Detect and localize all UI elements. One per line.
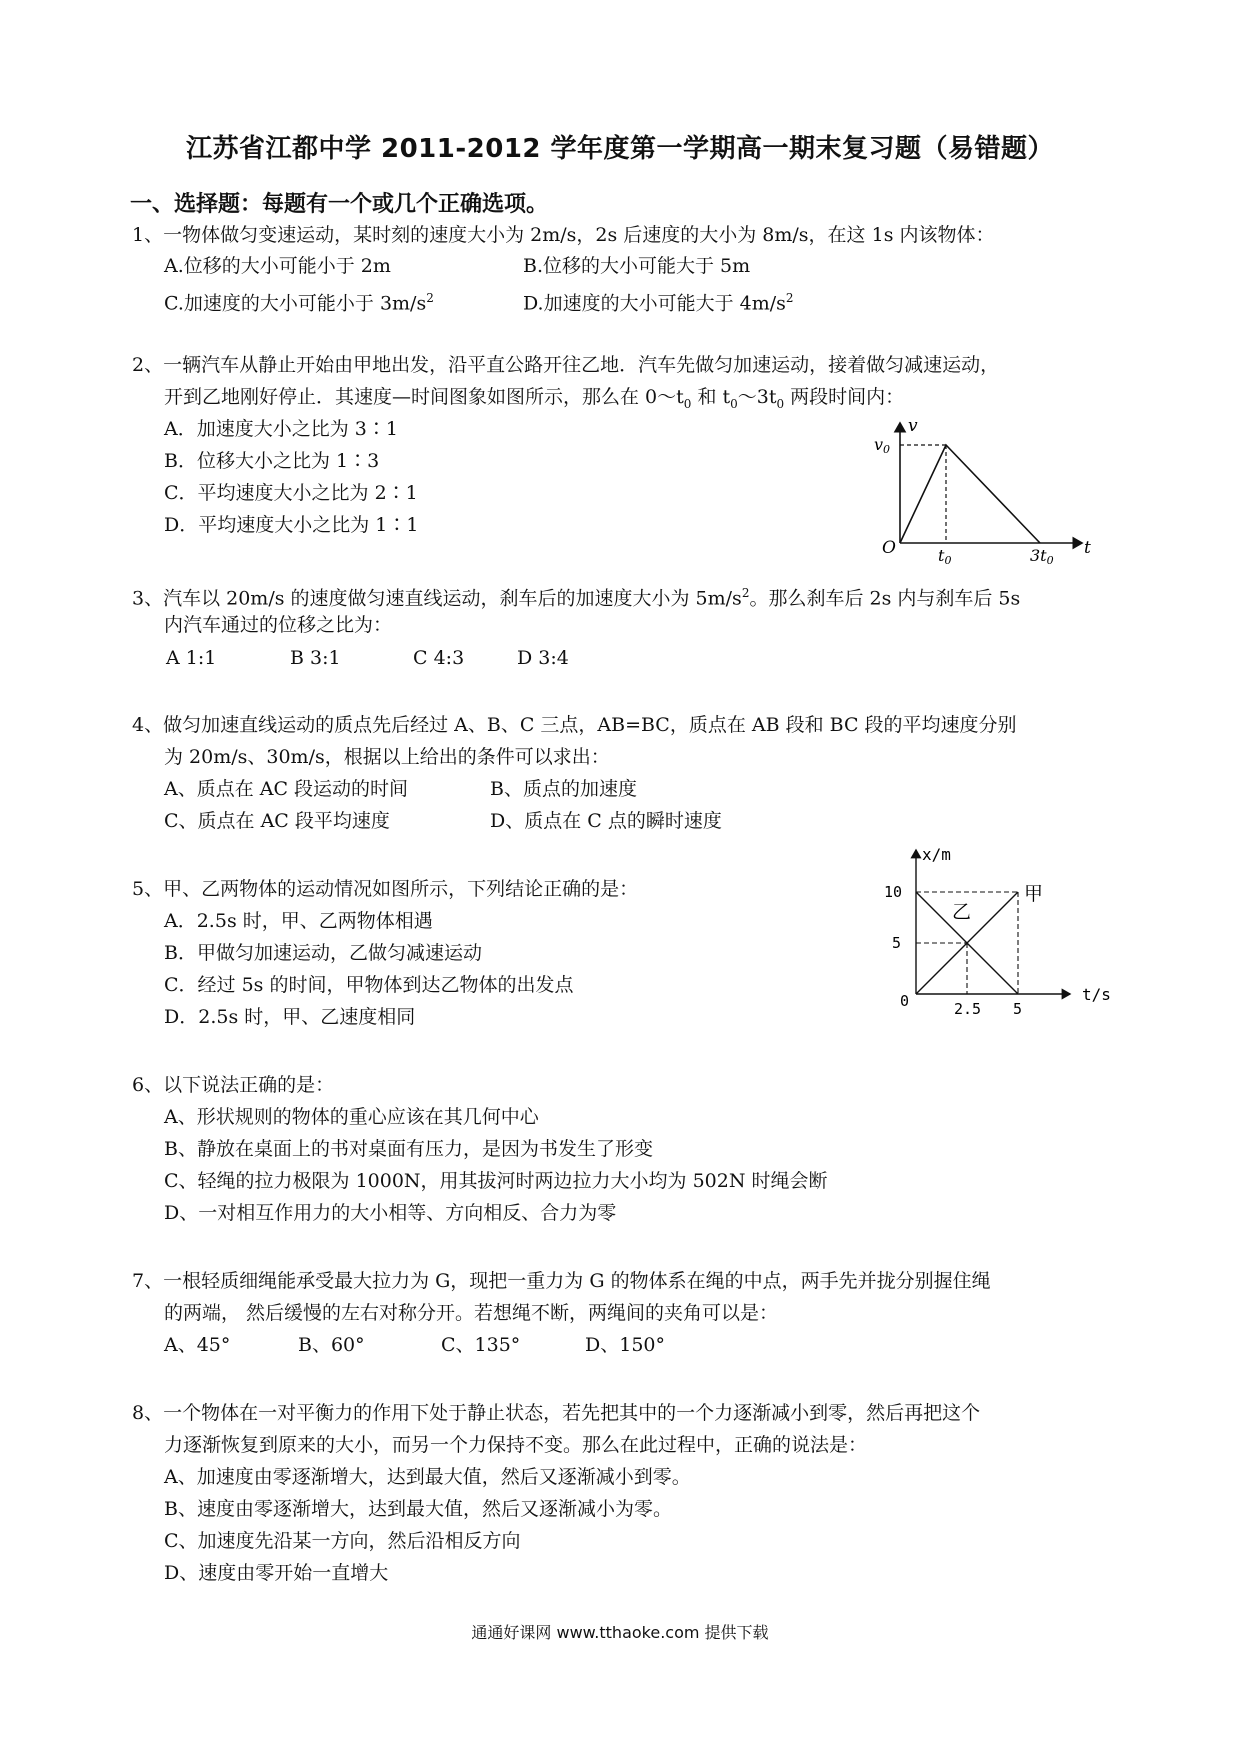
q8-option-a: A、加速度由零逐渐增大，达到最大值，然后又逐渐减小到零。 — [164, 1466, 691, 1488]
q2-graph-v0-label — [874, 435, 890, 456]
q1-option-c: C.加速度的大小可能小于 $3m/s^2$ — [164, 291, 434, 315]
q7-option-c: C、135° — [441, 1334, 521, 1356]
q2-graph-t0-sub: 0 — [944, 554, 952, 565]
q1-option-d: D.加速度的大小可能大于 $4m/s^2$ — [523, 291, 794, 315]
q6-option-b: B、静放在桌面上的书对桌面有压力，是因为书发生了形变 — [164, 1138, 653, 1160]
q4-option-c: C、质点在 AC 段平均速度 — [164, 810, 390, 832]
q5-option-a: A．2.5s 时，甲、乙两物体相遇 — [164, 910, 433, 932]
q2-stem-line1: 2、一辆汽车从静止开始由甲地出发，沿平直公路开往乙地．汽车先做匀加速运动，接着做匀减速运动， — [132, 354, 1000, 376]
q2-velocity-time-graph — [870, 415, 1100, 565]
q1-stem: 1、一物体做匀变速运动，某时刻的速度大小为 2m/s，2s 后速度的大小为 8m/s，在这 1s 内该物体： — [132, 224, 995, 246]
q4-option-a: A、质点在 AC 段运动的时间 — [164, 778, 409, 800]
q3-option-c: C 4:3 — [413, 647, 465, 669]
q2-graph-v0-main: v — [874, 435, 884, 454]
q3-stem-part1: 3、汽车以 20m/s 的速度做匀速直线运动，刹车后的加速度大小为 5m/s — [132, 587, 742, 610]
q2-stem-part-b: 和 t — [691, 386, 731, 408]
q8-option-d: D、速度由零开始一直增大 — [164, 1562, 389, 1584]
section-title: 一、选择题：每题有一个或几个正确选项。 — [130, 192, 549, 217]
q2-graph-t0-label — [938, 546, 951, 565]
page-title: 江苏省江都中学 2011-2012 学年度第一学期高一期末复习题（易错题） — [185, 134, 1055, 164]
q7-stem-line2: 的两端， 然后缓慢的左右对称分开。若想绳不断，两绳间的夹角可以是： — [164, 1302, 779, 1324]
q5-graph-x-tick-5: 5 — [1013, 1000, 1023, 1018]
q5-option-c: C．经过 5s 的时间，甲物体到达乙物体的出发点 — [164, 974, 574, 996]
q5-graph-x-tick-2-5: 2.5 — [954, 1000, 982, 1018]
q2-stem-part-a: 开到乙地刚好停止．其速度—时间图象如图所示，那么在 0～t — [164, 386, 684, 408]
q7-option-b: B、60° — [298, 1334, 365, 1356]
q3-option-d: D 3:4 — [517, 647, 569, 669]
q4-option-b: B、质点的加速度 — [490, 778, 637, 800]
q5-graph-y-tick-0: 0 — [900, 992, 910, 1010]
q2-stem-part-d: 两段时间内： — [784, 386, 905, 408]
q1-option-a: A.位移的大小可能小于 2m — [164, 255, 391, 277]
q4-stem-line2: 为 20m/s、30m/s，根据以上给出的条件可以求出： — [164, 746, 610, 768]
q5-option-d: D．2.5s 时，甲、乙速度相同 — [164, 1006, 416, 1028]
q2-graph-velocity-line — [900, 445, 1040, 543]
q5-graph-label-jia: 甲 — [1024, 883, 1044, 905]
q2-option-a: A．加速度大小之比为 3∶1 — [164, 418, 398, 440]
q5-graph-y-tick-10: 10 — [884, 883, 903, 901]
q6-option-d: D、一对相互作用力的大小相等、方向相反、合力为零 — [164, 1202, 617, 1224]
q5-graph-y-tick-5: 5 — [892, 934, 902, 952]
q5-option-b: B．甲做匀加速运动，乙做匀减速运动 — [164, 942, 482, 964]
q3-stem-line2: 内汽车通过的位移之比为： — [164, 614, 393, 636]
page-footer: 通通好课网 www.tthaoke.com 提供下载 — [471, 1623, 769, 1642]
q3-option-b: B 3:1 — [290, 647, 341, 669]
q5-graph-y-label: x/m — [922, 845, 951, 864]
q2-option-d: D．平均速度大小之比为 1∶1 — [164, 514, 419, 536]
q2-graph-3t0-main: 3t — [1030, 546, 1047, 565]
q8-option-c: C、加速度先沿某一方向，然后沿相反方向 — [164, 1530, 521, 1552]
q5-stem: 5、甲、乙两物体的运动情况如图所示，下列结论正确的是： — [132, 878, 639, 900]
q8-stem-line1: 8、一个物体在一对平衡力的作用下处于静止状态，若先把其中的一个力逐渐减小到零，然后再把这个 — [132, 1402, 981, 1424]
q2-graph-3t0-sub: 0 — [1046, 554, 1054, 565]
q5-graph-label-yi: 乙 — [952, 901, 972, 923]
q8-stem-line2: 力逐渐恢复到原来的大小，而另一个力保持不变。那么在此过程中，正确的说法是： — [164, 1434, 868, 1456]
q7-option-d: D、150° — [585, 1334, 665, 1356]
q8-option-b: B、速度由零逐渐增大，达到最大值，然后又逐渐减小为零。 — [164, 1498, 672, 1520]
q1-option-b: B.位移的大小可能大于 5m — [523, 255, 751, 277]
q2-graph-3t0-label — [1030, 546, 1054, 565]
q4-stem-line1: 4、做匀加速直线运动的质点先后经过 A、B、C 三点，AB=BC，质点在 AB 段和 BC 段的平均速度分别 — [132, 714, 1017, 736]
q2-option-b: B．位移大小之比为 1∶3 — [164, 450, 380, 472]
q6-stem: 6、以下说法正确的是： — [132, 1074, 335, 1096]
q5-position-time-graph — [870, 840, 1120, 1020]
q2-graph-v0-sub: 0 — [883, 443, 891, 456]
q7-stem-line1: 7、一根轻质细绳能承受最大拉力为 G，现把一重力为 G 的物体系在绳的中点，两手先并拢分别握住绳 — [132, 1270, 991, 1292]
q6-option-c: C、轻绳的拉力极限为 1000N，用其拔河时两边拉力大小均为 502N 时绳会断 — [164, 1170, 828, 1192]
q2-graph-x-label: t — [1084, 538, 1091, 558]
q2-option-c: C．平均速度大小之比为 2∶1 — [164, 482, 418, 504]
q2-graph-t0-main: t — [938, 546, 945, 565]
q2-stem-part-c: ～3t — [737, 386, 777, 408]
q5-graph-x-label: t/s — [1082, 985, 1111, 1004]
q1-option-d-text: D.加速度的大小可能大于 4m/s — [523, 292, 786, 315]
q6-option-a: A、形状规则的物体的重心应该在其几何中心 — [164, 1106, 539, 1128]
q1-option-c-text: C.加速度的大小可能小于 3m/s — [164, 292, 427, 315]
q4-option-d: D、质点在 C 点的瞬时速度 — [490, 810, 722, 832]
q3-stem-line1: 3、汽车以 20m/s 的速度做匀速直线运动，刹车后的加速度大小为 $5m/s^2$。那么刹车后 2s 内与刹车后 5s — [132, 586, 1021, 610]
q2-graph-origin: O — [882, 538, 896, 558]
q2-graph-y-label: v — [908, 416, 918, 436]
q7-option-a: A、45° — [164, 1334, 231, 1356]
q3-option-a: A 1:1 — [166, 647, 217, 669]
q3-stem-part2: 。那么刹车后 2s 内与刹车后 5s — [749, 587, 1021, 610]
q2-stem-line2: 开到乙地刚好停止．其速度—时间图象如图所示，那么在 $0\sim t_0$ 和 $t_0\sim 3t_0$ 两段时间内： — [164, 386, 905, 411]
